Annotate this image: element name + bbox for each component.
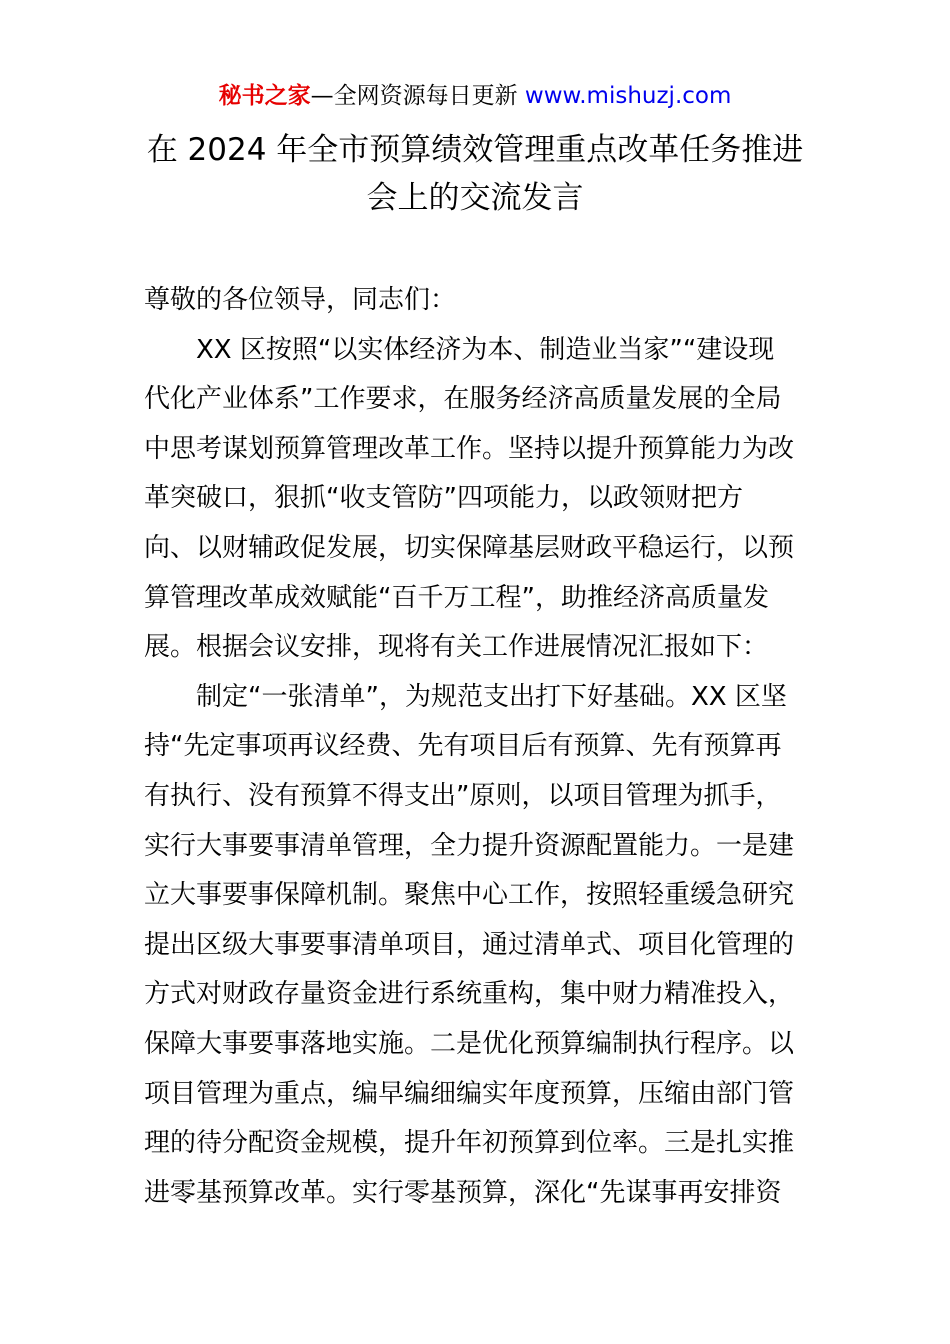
paragraph-line: 算管理改革成效赋能“百千万工程”，助推经济高质量发 [144, 582, 769, 613]
site-brand: 秘书之家 [218, 83, 311, 109]
title-line-1: 在 2024 年全市预算绩效管理重点改革任务推进 [146, 132, 804, 168]
site-url-link[interactable]: www.mishuzj.com [524, 83, 732, 109]
paragraph-line: 提出区级大事要事清单项目，通过清单式、项目化管理的 [144, 929, 795, 960]
paragraph-line: 项目管理为重点，编早编细编实年度预算，压缩由部门管 [144, 1078, 795, 1109]
paragraph-line: 制定“一张清单”，为规范支出打下好基础。XX 区坚 [196, 681, 787, 712]
paragraph-line: 方式对财政存量资金进行系统重构，集中财力精准投入， [144, 979, 795, 1010]
paragraph-line: 实行大事要事清单管理，全力提升资源配置能力。一是建 [144, 830, 795, 861]
paragraph-line: 向、以财辅政促发展，切实保障基层财政平稳运行，以预 [144, 532, 795, 563]
site-header [0, 80, 950, 112]
paragraph-line: 理的待分配资金规模，提升年初预算到位率。三是扎实推 [144, 1128, 795, 1159]
document-title [120, 126, 830, 222]
paragraph-line: 立大事要事保障机制。聚焦中心工作，按照轻重缓急研究 [144, 880, 795, 911]
paragraph-line: 进零基预算改革。实行零基预算，深化“先谋事再安排资 [144, 1177, 782, 1208]
salutation: 尊敬的各位领导，同志们： [144, 285, 457, 315]
paragraph-line: 持“先定事项再议经费、先有项目后有预算、先有预算再 [144, 731, 782, 762]
site-tagline: —全网资源每日更新 [310, 83, 525, 109]
paragraph-line: 代化产业体系”工作要求，在服务经济高质量发展的全局 [144, 384, 782, 415]
paragraph-line: 中思考谋划预算管理改革工作。坚持以提升预算能力为改 [144, 433, 795, 464]
document-body [144, 276, 808, 1218]
paragraph-line: 展。根据会议安排，现将有关工作进展情况汇报如下： [144, 632, 769, 663]
paragraph-line: 有执行、没有预算不得支出”原则，以项目管理为抓手， [144, 780, 782, 811]
paragraph-line: 革突破口，狠抓“收支管防”四项能力，以政领财把方 [144, 483, 743, 514]
paragraph-line: 保障大事要事落地实施。二是优化预算编制执行程序。以 [144, 1028, 795, 1059]
paragraph-line: XX 区按照“以实体经济为本、制造业当家”“建设现 [196, 334, 775, 365]
title-line-2: 会上的交流发言 [366, 180, 584, 216]
